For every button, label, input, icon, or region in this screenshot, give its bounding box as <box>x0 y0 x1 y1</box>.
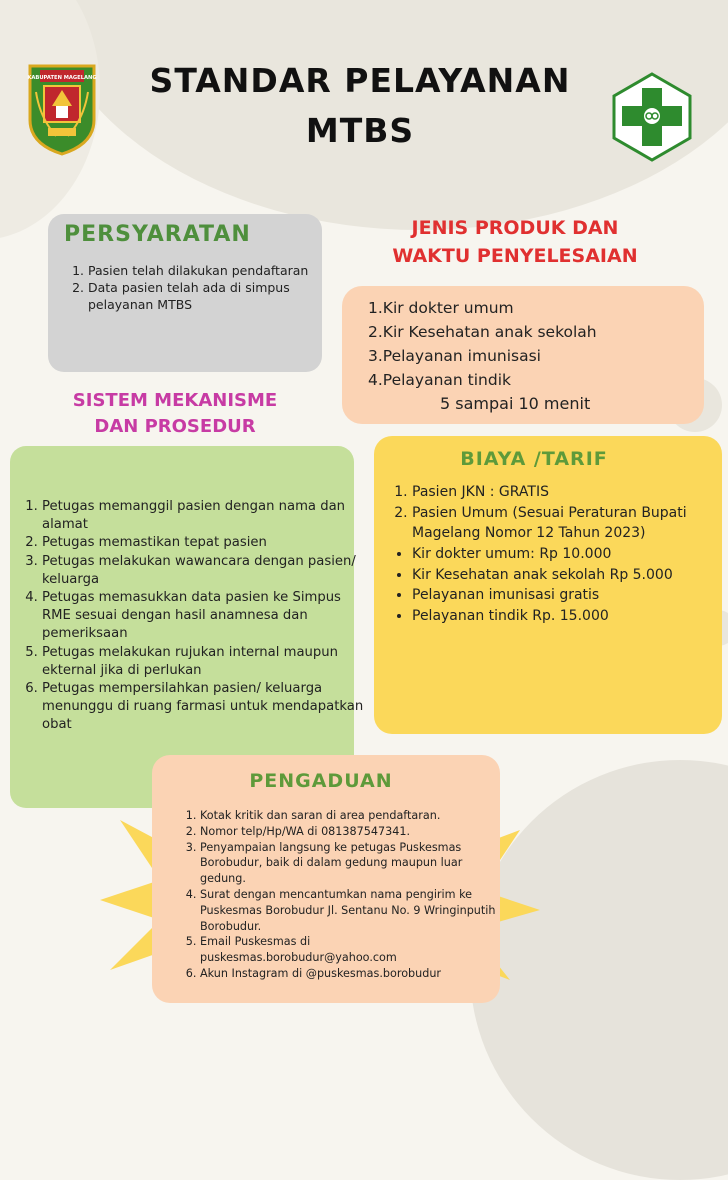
jenis-heading-line1: JENIS PRODUK DAN <box>411 217 619 239</box>
list-item: 2. Nomor telp/Hp/WA di 081387547341. <box>200 824 500 840</box>
list-item: 4. Surat dengan mencantumkan nama pengirim ke Puskesmas Borobudur Jl. Sentanu No. 9 Wringinputih Borobudur. <box>200 887 500 934</box>
list-item: • Pelayanan tindik Rp. 15.000 <box>412 606 728 627</box>
list-item: 2. Data pasien telah ada di simpus pelayanan MTBS <box>88 279 332 313</box>
biaya-heading: BIAYA /TARIF <box>460 448 608 470</box>
list-item: 6. Petugas mempersilahkan pasien/ keluarga menunggu di ruang farmasi untuk mendapatkan obat <box>42 680 366 735</box>
persyaratan-list <box>72 262 332 313</box>
jenis-produk-heading <box>360 214 670 270</box>
puskesmas-cross-icon <box>612 72 692 162</box>
list-item: 1.Kir dokter umum <box>368 299 514 317</box>
list-item: 2. Pasien Umum (Sesuai Peraturan Bupati Magelang Nomor 12 Tahun 2023) <box>412 503 728 544</box>
list-item: 2. Petugas memastikan tepat pasien <box>42 534 366 552</box>
page-title-line2: MTBS <box>305 111 415 150</box>
list-item: 3.Pelayanan imunisasi <box>368 347 541 365</box>
list-item: 3. Petugas melakukan wawancara dengan pasien/ keluarga <box>42 553 366 589</box>
biaya-bullet-list <box>394 544 728 626</box>
jenis-heading-line2: WAKTU PENYELESAIAN <box>392 245 638 267</box>
list-item: 2.Kir Kesehatan anak sekolah <box>368 323 597 341</box>
pengaduan-heading: PENGADUAN <box>249 770 393 792</box>
list-item: 1. Pasien telah dilakukan pendaftaran <box>88 262 332 279</box>
regency-logo-label: KABUPATEN MAGELANG <box>27 75 97 81</box>
list-item: 6. Akun Instagram di @puskesmas.borobudur <box>200 966 500 982</box>
sistem-heading-line2: DAN PROSEDUR <box>94 416 256 437</box>
list-item: 5. Petugas melakukan rujukan internal maupun ekternal jika di perlukan <box>42 644 366 680</box>
pengaduan-list <box>186 808 500 982</box>
page-title-line1: STANDAR PELAYANAN <box>149 61 571 100</box>
completion-time: 5 sampai 10 menit <box>440 394 591 413</box>
list-item: 1. Petugas memanggil pasien dengan nama dan alamat <box>42 498 366 534</box>
list-item: • Kir Kesehatan anak sekolah Rp 5.000 <box>412 565 728 586</box>
page-title <box>120 56 600 156</box>
sistem-list <box>24 498 366 735</box>
regency-shield-icon <box>26 62 98 156</box>
list-item: 3. Penyampaian langsung ke petugas Puskesmas Borobudur, baik di dalam gedung maupun luar gedung. <box>200 840 500 887</box>
list-item: 1. Pasien JKN : GRATIS <box>412 482 728 503</box>
sistem-heading-line1: SISTEM MEKANISME <box>72 390 278 411</box>
sistem-heading <box>40 388 310 440</box>
list-item: 4.Pelayanan tindik <box>368 371 511 389</box>
persyaratan-heading: PERSYARATAN <box>64 222 251 247</box>
list-item: 5. Email Puskesmas di puskesmas.borobudur@yahoo.com <box>200 934 500 966</box>
list-item: • Pelayanan imunisasi gratis <box>412 585 728 606</box>
jenis-produk-list <box>368 296 688 392</box>
biaya-numbered-list <box>394 482 728 544</box>
list-item: 4. Petugas memasukkan data pasien ke Simpus RME sesuai dengan hasil anamnesa dan pemeriksaan <box>42 589 366 644</box>
list-item: • Kir dokter umum: Rp 10.000 <box>412 544 728 565</box>
list-item: 1. Kotak kritik dan saran di area pendaftaran. <box>200 808 500 824</box>
